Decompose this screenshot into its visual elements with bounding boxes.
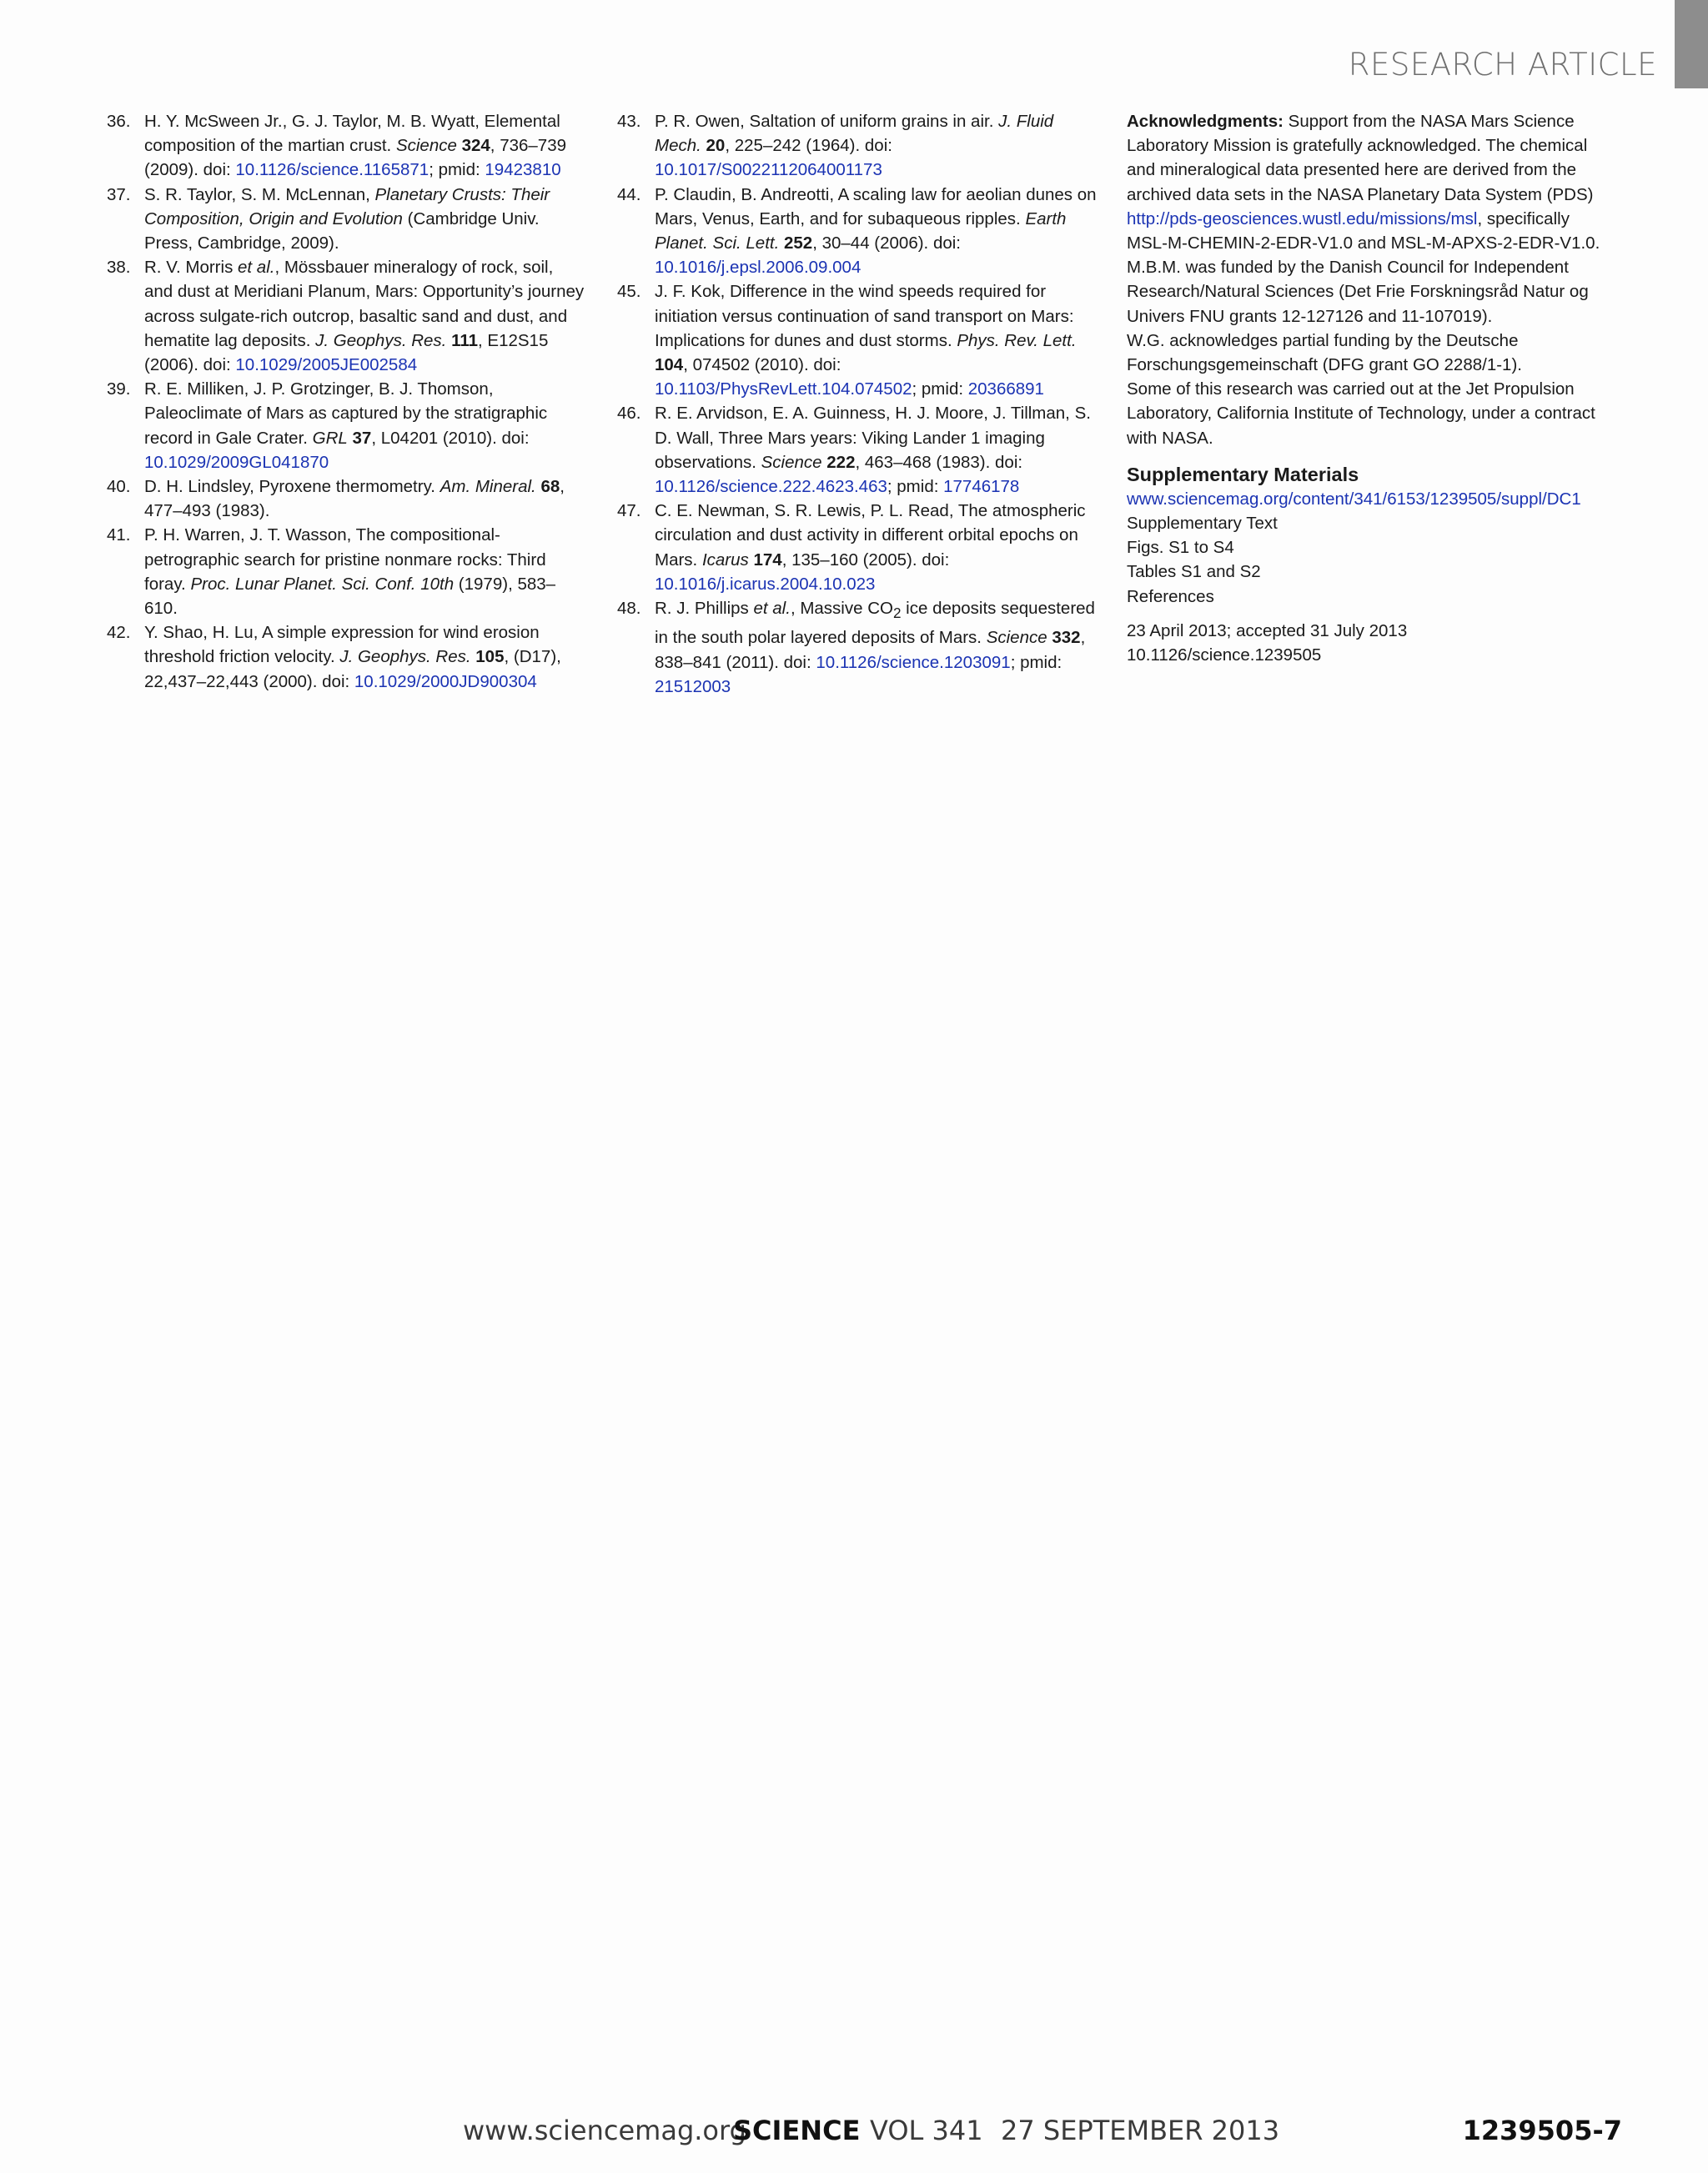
reference-number: 36. bbox=[107, 112, 131, 131]
acknowledgments-funding-wg: W.G. acknowledges partial funding by the Deutsche Forschungsgemeinschaft (DFG grant GO 2288/1-1). bbox=[1127, 330, 1522, 375]
reference-text: ; pmid: bbox=[887, 477, 944, 497]
reference-item bbox=[107, 109, 586, 183]
reference-text: , Massive CO bbox=[790, 599, 893, 619]
supplementary-item: Tables S1 and S2 bbox=[1127, 562, 1261, 582]
reference-text: , 135–160 (2005). doi: bbox=[781, 550, 950, 570]
reference-text: Science bbox=[986, 628, 1047, 648]
reference-text: , 838–841 (2011). doi: bbox=[655, 628, 1086, 672]
pds-link[interactable]: http://pds-geosciences.wustl.edu/missions/msl bbox=[1127, 208, 1478, 228]
reference-link[interactable]: 10.1029/2005JE002584 bbox=[235, 355, 418, 375]
reference-text: 2 bbox=[892, 605, 902, 622]
reference-text: Icarus bbox=[701, 550, 749, 570]
reference-link[interactable]: 10.1016/j.icarus.2004.10.023 bbox=[655, 574, 876, 594]
reference-text: C. E. Newman, S. R. Lewis, P. L. Read, The atmospheric circulation and dust activity in different orbital epochs on Mars. bbox=[655, 501, 1086, 570]
supplementary-item: Figs. S1 to S4 bbox=[1127, 538, 1234, 558]
reference-link[interactable]: 10.1029/2000JD900304 bbox=[354, 671, 537, 691]
reference-number: 40. bbox=[107, 477, 131, 497]
reference-item bbox=[107, 474, 586, 523]
section-tab-marker bbox=[1675, 0, 1708, 88]
reference-text: R. E. Arvidson, E. A. Guinness, H. J. Moore, J. Tillman, S. D. Wall, Three Mars years: Viking Lander 1 imaging observations. bbox=[655, 404, 1091, 472]
reference-text: 104 bbox=[655, 355, 684, 375]
reference-text: P. H. Warren, J. T. Wasson, The compositional-petrographic search for pristine nonmare rocks: Third foray. bbox=[144, 525, 546, 594]
reference-text: Science bbox=[395, 136, 457, 156]
article-doi: 10.1126/science.1239505 bbox=[1127, 645, 1322, 665]
acknowledgments-text-2: , specifically MSL-M-CHEMIN-2-EDR-V1.0 and MSL-M-APXS-2-EDR-V1.0. bbox=[1127, 208, 1600, 253]
section-label: RESEARCH ARTICLE bbox=[1348, 47, 1657, 83]
acknowledgments-text-1: Support from the NASA Mars Science Laboratory Mission is gratefully acknowledged. The chemical and mineralogical data presented here are derived from the archived data sets in the NASA Planetary Data System (PDS) bbox=[1127, 112, 1594, 204]
supplementary-item: Supplementary Text bbox=[1127, 514, 1278, 534]
reference-text: H. Y. McSween Jr., G. J. Taylor, M. B. Wyatt, Elemental composition of the martian crust. bbox=[144, 112, 560, 156]
reference-number: 48. bbox=[617, 599, 641, 619]
reference-text: ; pmid: bbox=[912, 379, 968, 399]
reference-number: 47. bbox=[617, 501, 641, 521]
reference-text: J. Geophys. Res. bbox=[339, 647, 471, 667]
reference-item bbox=[617, 279, 1097, 401]
reference-item bbox=[617, 401, 1097, 499]
acknowledgments-heading: Acknowledgments: bbox=[1127, 112, 1284, 131]
reference-item bbox=[617, 596, 1097, 699]
reference-text: , 463–468 (1983). doi: bbox=[855, 452, 1023, 472]
reference-link[interactable]: 10.1126/science.222.4623.463 bbox=[655, 477, 887, 497]
reference-text: 68 bbox=[540, 477, 560, 497]
reference-text: Proc. Lunar Planet. Sci. Conf. 10th bbox=[190, 574, 455, 594]
reference-number: 41. bbox=[107, 525, 131, 545]
reference-link[interactable]: 10.1126/science.1203091 bbox=[816, 652, 1011, 672]
reference-link[interactable]: 10.1016/j.epsl.2006.09.004 bbox=[655, 258, 862, 278]
reference-link[interactable]: 10.1029/2009GL041870 bbox=[144, 452, 329, 472]
reference-text: et al. bbox=[238, 258, 275, 278]
reference-item bbox=[617, 109, 1097, 183]
reference-text: , 074502 (2010). doi: bbox=[683, 355, 841, 375]
reference-text: GRL bbox=[312, 428, 348, 448]
reference-item bbox=[617, 499, 1097, 596]
reference-text: P. R. Owen, Saltation of uniform grains in air. bbox=[655, 112, 999, 131]
reference-item bbox=[107, 377, 586, 474]
reference-text: 324 bbox=[461, 136, 490, 156]
footer-journal: SCIENCE bbox=[733, 2115, 861, 2146]
reference-text: 111 bbox=[451, 330, 479, 350]
reference-item bbox=[107, 620, 586, 694]
reference-text: Planetary Crusts: Their Composition, Origin and Evolution bbox=[144, 184, 550, 228]
reference-number: 38. bbox=[107, 258, 131, 278]
acknowledgments bbox=[1127, 109, 1602, 255]
reference-text: Am. Mineral. bbox=[440, 477, 536, 497]
reference-text: ice deposits sequestered in the south polar layered deposits of Mars. bbox=[655, 599, 1095, 648]
acknowledgments-jpl: Some of this research was carried out at the Jet Propulsion Laboratory, California Institute of Technology, under a contract with NASA. bbox=[1127, 379, 1595, 448]
reference-link[interactable]: 10.1017/S0022112064001173 bbox=[655, 160, 882, 180]
reference-item bbox=[107, 255, 586, 377]
reference-text: , 30–44 (2006). doi: bbox=[812, 233, 961, 253]
reference-text: ; pmid: bbox=[1010, 652, 1062, 672]
footer-date: 27 SEPTEMBER 2013 bbox=[1001, 2115, 1280, 2146]
reference-number: 45. bbox=[617, 282, 641, 302]
reference-link[interactable]: 21512003 bbox=[655, 676, 731, 696]
reference-number: 39. bbox=[107, 379, 131, 399]
reference-link[interactable]: 17746178 bbox=[943, 477, 1020, 497]
reference-text: J. Fluid Mech. bbox=[655, 112, 1054, 156]
reference-link[interactable]: 10.1126/science.1165871 bbox=[235, 160, 430, 180]
supplementary-materials-heading: Supplementary Materials bbox=[1127, 463, 1359, 485]
reference-text: , Mössbauer mineralogy of rock, soil, and dust at Meridiani Planum, Mars: Opportunity’s journey across sulgate-rich outcrop, basaltic sand and dust, and hematite lag deposits. bbox=[144, 258, 585, 350]
reference-text: 37 bbox=[352, 428, 372, 448]
reference-number: 42. bbox=[107, 623, 131, 643]
reference-text: et al. bbox=[753, 599, 791, 619]
reference-text: Phys. Rev. Lett. bbox=[957, 330, 1077, 350]
reference-text: R. J. Phillips bbox=[655, 599, 754, 619]
reference-number: 44. bbox=[617, 184, 641, 204]
supplementary-materials-link[interactable]: www.sciencemag.org/content/341/6153/1239505/suppl/DC1 bbox=[1127, 489, 1581, 509]
reference-text: 252 bbox=[783, 233, 813, 253]
reference-item bbox=[107, 183, 586, 256]
reference-number: 43. bbox=[617, 112, 641, 131]
reference-text: R. V. Morris bbox=[144, 258, 239, 278]
reference-text: 105 bbox=[475, 647, 505, 667]
footer-site: www.sciencemag.org bbox=[463, 2115, 746, 2146]
reference-text: J. Geophys. Res. bbox=[315, 330, 447, 350]
reference-text: P. Claudin, B. Andreotti, A scaling law for aeolian dunes on Mars, Venus, Earth, and for subaqueous ripples. bbox=[655, 184, 1097, 228]
footer-volume: VOL 341 bbox=[870, 2115, 983, 2146]
references-column-1 bbox=[107, 109, 586, 694]
reference-link[interactable]: 20366891 bbox=[967, 379, 1044, 399]
acknowledgments-funding-mbm: M.B.M. was funded by the Danish Council for Independent Research/Natural Sciences (Det Frie Forskningsråd Natur og Univers FNU grants 12-127126 and 11-107019). bbox=[1127, 258, 1589, 326]
reference-text: ; pmid: bbox=[429, 160, 485, 180]
reference-text: , L04201 (2010). doi: bbox=[371, 428, 530, 448]
reference-link[interactable]: 19423810 bbox=[485, 160, 561, 180]
reference-text: (1979), 583–610. bbox=[144, 574, 556, 619]
reference-number: 46. bbox=[617, 404, 641, 424]
reference-item bbox=[617, 183, 1097, 280]
received-accepted-dates: 23 April 2013; accepted 31 July 2013 bbox=[1127, 620, 1408, 640]
references-column-2 bbox=[617, 109, 1097, 699]
reference-text: D. H. Lindsley, Pyroxene thermometry. bbox=[144, 477, 440, 497]
reference-link[interactable]: 10.1103/PhysRevLett.104.074502 bbox=[655, 379, 912, 399]
reference-text: Y. Shao, H. Lu, A simple expression for wind erosion threshold friction velocity. bbox=[144, 623, 540, 667]
reference-text: R. E. Milliken, J. P. Grotzinger, B. J. Thomson, Paleoclimate of Mars as captured by the stratigraphic record in Gale Crater. bbox=[144, 379, 548, 448]
reference-item bbox=[107, 523, 586, 620]
back-matter-column bbox=[1127, 109, 1602, 667]
reference-text: 332 bbox=[1052, 628, 1081, 648]
supplementary-item: References bbox=[1127, 586, 1214, 606]
reference-number: 37. bbox=[107, 184, 131, 204]
reference-text: , 225–242 (1964). doi: bbox=[725, 136, 892, 156]
reference-text: (Cambridge Univ. Press, Cambridge, 2009). bbox=[144, 208, 540, 253]
reference-text: 222 bbox=[826, 452, 856, 472]
reference-text: S. R. Taylor, S. M. McLennan, bbox=[144, 184, 375, 204]
reference-text: , (D17), 22,437–22,443 (2000). doi: bbox=[144, 647, 561, 691]
reference-text: , E12S15 (2006). doi: bbox=[144, 330, 549, 375]
reference-text: Earth Planet. Sci. Lett. bbox=[655, 208, 1067, 253]
reference-text: 20 bbox=[706, 136, 726, 156]
reference-text: , 477–493 (1983). bbox=[144, 477, 565, 521]
reference-text: J. F. Kok, Difference in the wind speeds required for initiation versus continuation of sand transport on Mars: Implications for dunes and dust storms. bbox=[655, 282, 1074, 350]
reference-text: Science bbox=[761, 452, 822, 472]
reference-text: 174 bbox=[753, 550, 782, 570]
page-footer bbox=[0, 2115, 1708, 2148]
footer-page-number: 1239505-7 bbox=[1462, 2115, 1622, 2146]
reference-text: , 736–739 (2009). doi: bbox=[144, 136, 566, 180]
